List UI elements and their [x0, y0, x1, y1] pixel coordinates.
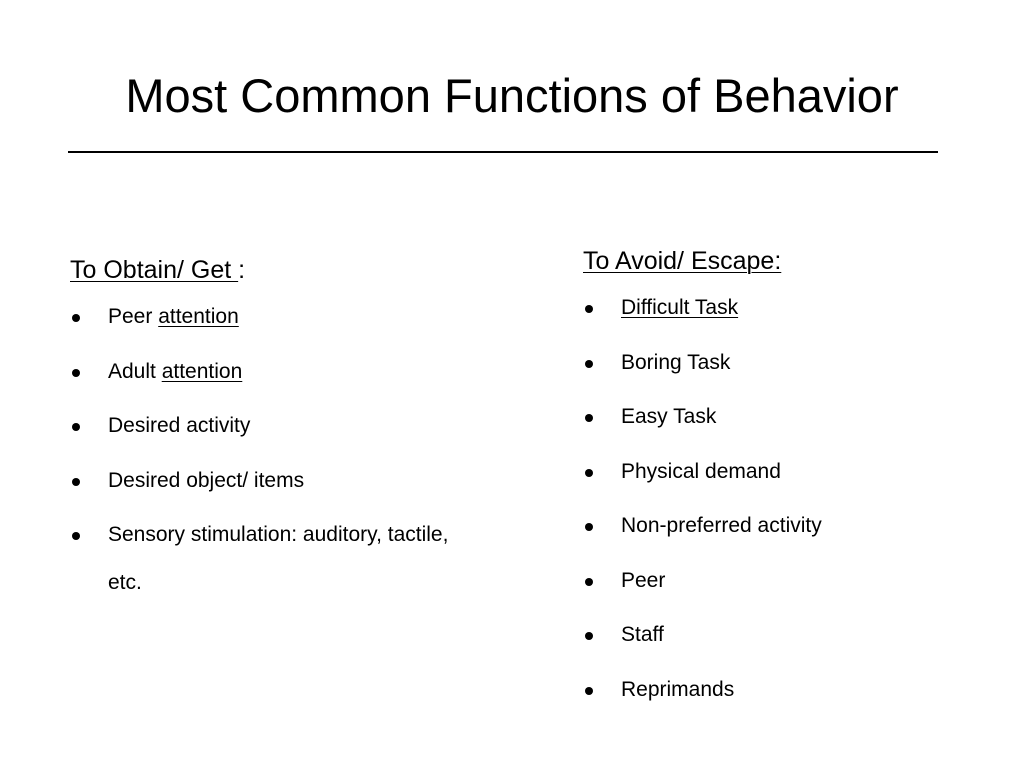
bullet-icon — [585, 632, 593, 640]
list-item — [70, 305, 490, 329]
list-item — [70, 469, 490, 493]
list-item — [583, 514, 983, 538]
slide-title: Most Common Functions of Behavior — [125, 69, 899, 122]
list-item-text: Reprimands — [621, 677, 735, 701]
list-item-text: Desired activity — [108, 414, 251, 437]
list-item-underlined: Difficult Task — [621, 296, 739, 319]
list-item-text: Easy Task — [621, 405, 717, 428]
bullet-icon — [585, 414, 593, 422]
list-item — [583, 351, 983, 375]
obtain-column — [70, 253, 490, 638]
list-item — [70, 414, 490, 438]
obtain-heading-label: To Obtain/ Get — [70, 256, 239, 284]
list-item-text: Boring Task — [621, 350, 731, 374]
list-item-text: Physical demand — [621, 459, 781, 483]
bullet-icon — [585, 469, 593, 477]
list-item-text — [108, 305, 468, 329]
bullet-icon — [585, 523, 593, 531]
list-item — [583, 569, 983, 593]
list-item-text: Peer — [621, 568, 666, 592]
list-item-prefix: Peer — [108, 305, 159, 328]
bullet-icon — [585, 578, 593, 586]
avoid-list — [583, 296, 983, 702]
bullet-icon — [72, 423, 80, 431]
avoid-heading — [583, 244, 983, 278]
list-item-underlined: attention — [158, 305, 239, 328]
list-item-underlined: attention — [161, 359, 243, 383]
list-item-text: Non-preferred activity — [621, 514, 822, 537]
list-item-text: Sensory stimulation: auditory, tactile, etc. — [108, 523, 449, 594]
obtain-list — [70, 305, 490, 607]
bullet-icon — [585, 687, 593, 695]
bullet-icon — [585, 360, 593, 368]
list-item-text: Desired object/ items — [108, 468, 305, 492]
list-item — [70, 360, 490, 384]
bullet-icon — [72, 314, 80, 322]
obtain-heading-colon: : — [238, 256, 246, 284]
bullet-icon — [72, 532, 80, 540]
list-item — [70, 511, 490, 607]
list-item-text — [621, 296, 983, 320]
list-item-text: Staff — [621, 623, 664, 646]
bullet-icon — [585, 305, 593, 313]
list-item — [583, 678, 983, 702]
list-item-prefix: Adult — [108, 359, 162, 383]
list-item — [583, 460, 983, 484]
obtain-heading — [70, 253, 490, 287]
bullet-icon — [72, 369, 80, 377]
list-item-text — [108, 360, 468, 384]
bullet-icon — [72, 478, 80, 486]
list-item — [583, 405, 983, 429]
list-item — [583, 296, 983, 320]
avoid-heading-label: To Avoid/ Escape: — [583, 247, 782, 275]
title-divider — [68, 151, 938, 153]
list-item — [583, 623, 983, 647]
avoid-column — [583, 244, 983, 732]
